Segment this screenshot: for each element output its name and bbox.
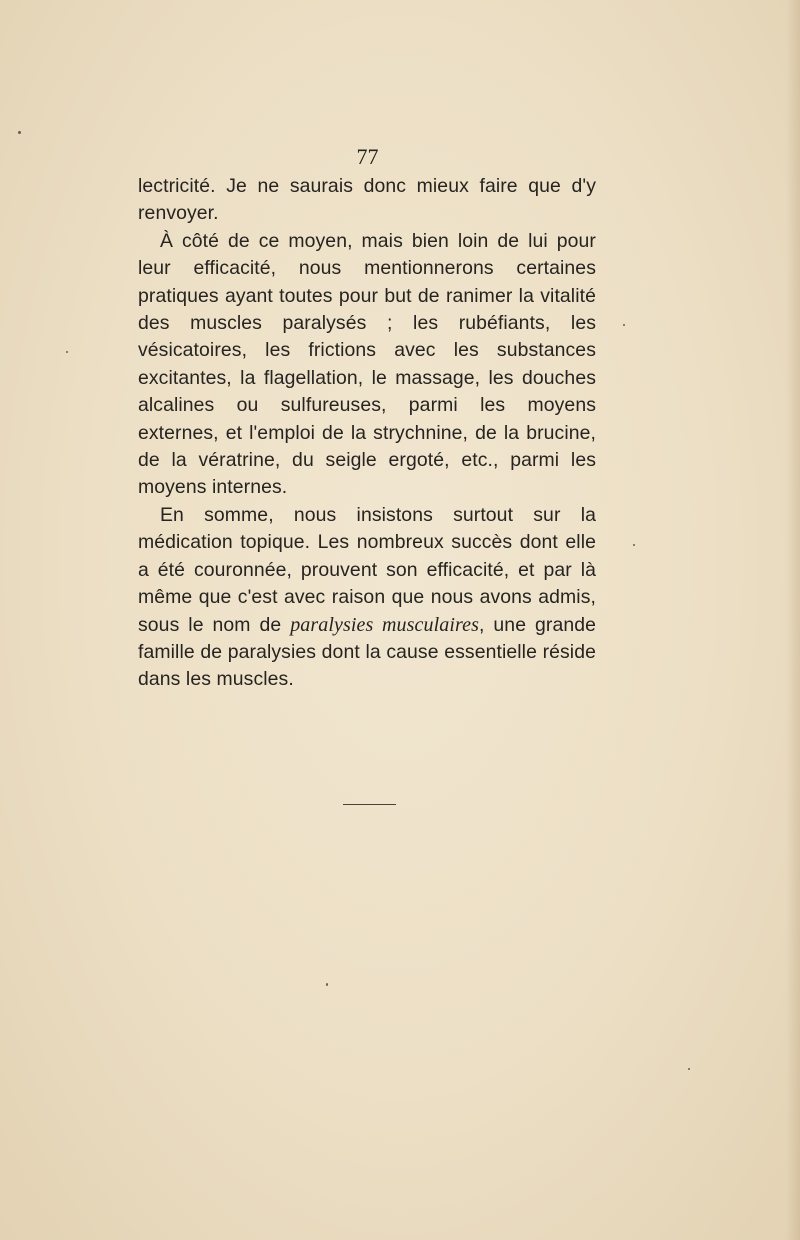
paper-speck <box>18 131 21 134</box>
body-text <box>138 173 596 694</box>
section-end-rule <box>343 804 396 805</box>
paragraph-1-text: lectricité. Je ne saurais donc mieux faire que d'y renvoyer. <box>138 175 596 225</box>
paragraph-3-tail: , une grande famille de paralysies dont la cause essentielle réside dans les muscles. <box>138 613 596 691</box>
paragraph-3 <box>138 502 596 694</box>
paragraph-2-text: À côté de ce moyen, mais bien loin de lui pour leur efficacité, nous mentionnerons certaines pratiques ayant toutes pour but de ranimer la vitalité des muscles paralysés ; les rubéfiants, les vésicatoires, les frictions avec les substances excitantes, la flagellation, le massage, les douches alcalines ou sulfureuses, parmi les moyens externes, et l'emploi de la strychnine, de la brucine, de la vératrine, du seigle ergoté, etc., parmi les moyens internes. <box>138 229 596 499</box>
paper-speck <box>326 983 328 986</box>
page-number: 77 <box>356 144 379 169</box>
paragraph-3-text: En somme, nous insistons surtout sur la médication topique. Les nombreux succès dont elle a été couronnée, prouvent son efficacité, et par là même que c'est avec raison que nous avons admis, sous le nom de <box>138 503 596 636</box>
paper-speck <box>623 324 625 326</box>
paper-speck <box>633 544 635 546</box>
paragraph-3-italic-term: paralysies musculaires <box>290 613 479 636</box>
paragraph-2 <box>138 228 596 502</box>
paper-speck <box>66 351 68 353</box>
paragraph-1 <box>138 173 596 228</box>
paper-speck <box>688 1068 690 1070</box>
page-edge-shadow <box>786 0 800 1240</box>
